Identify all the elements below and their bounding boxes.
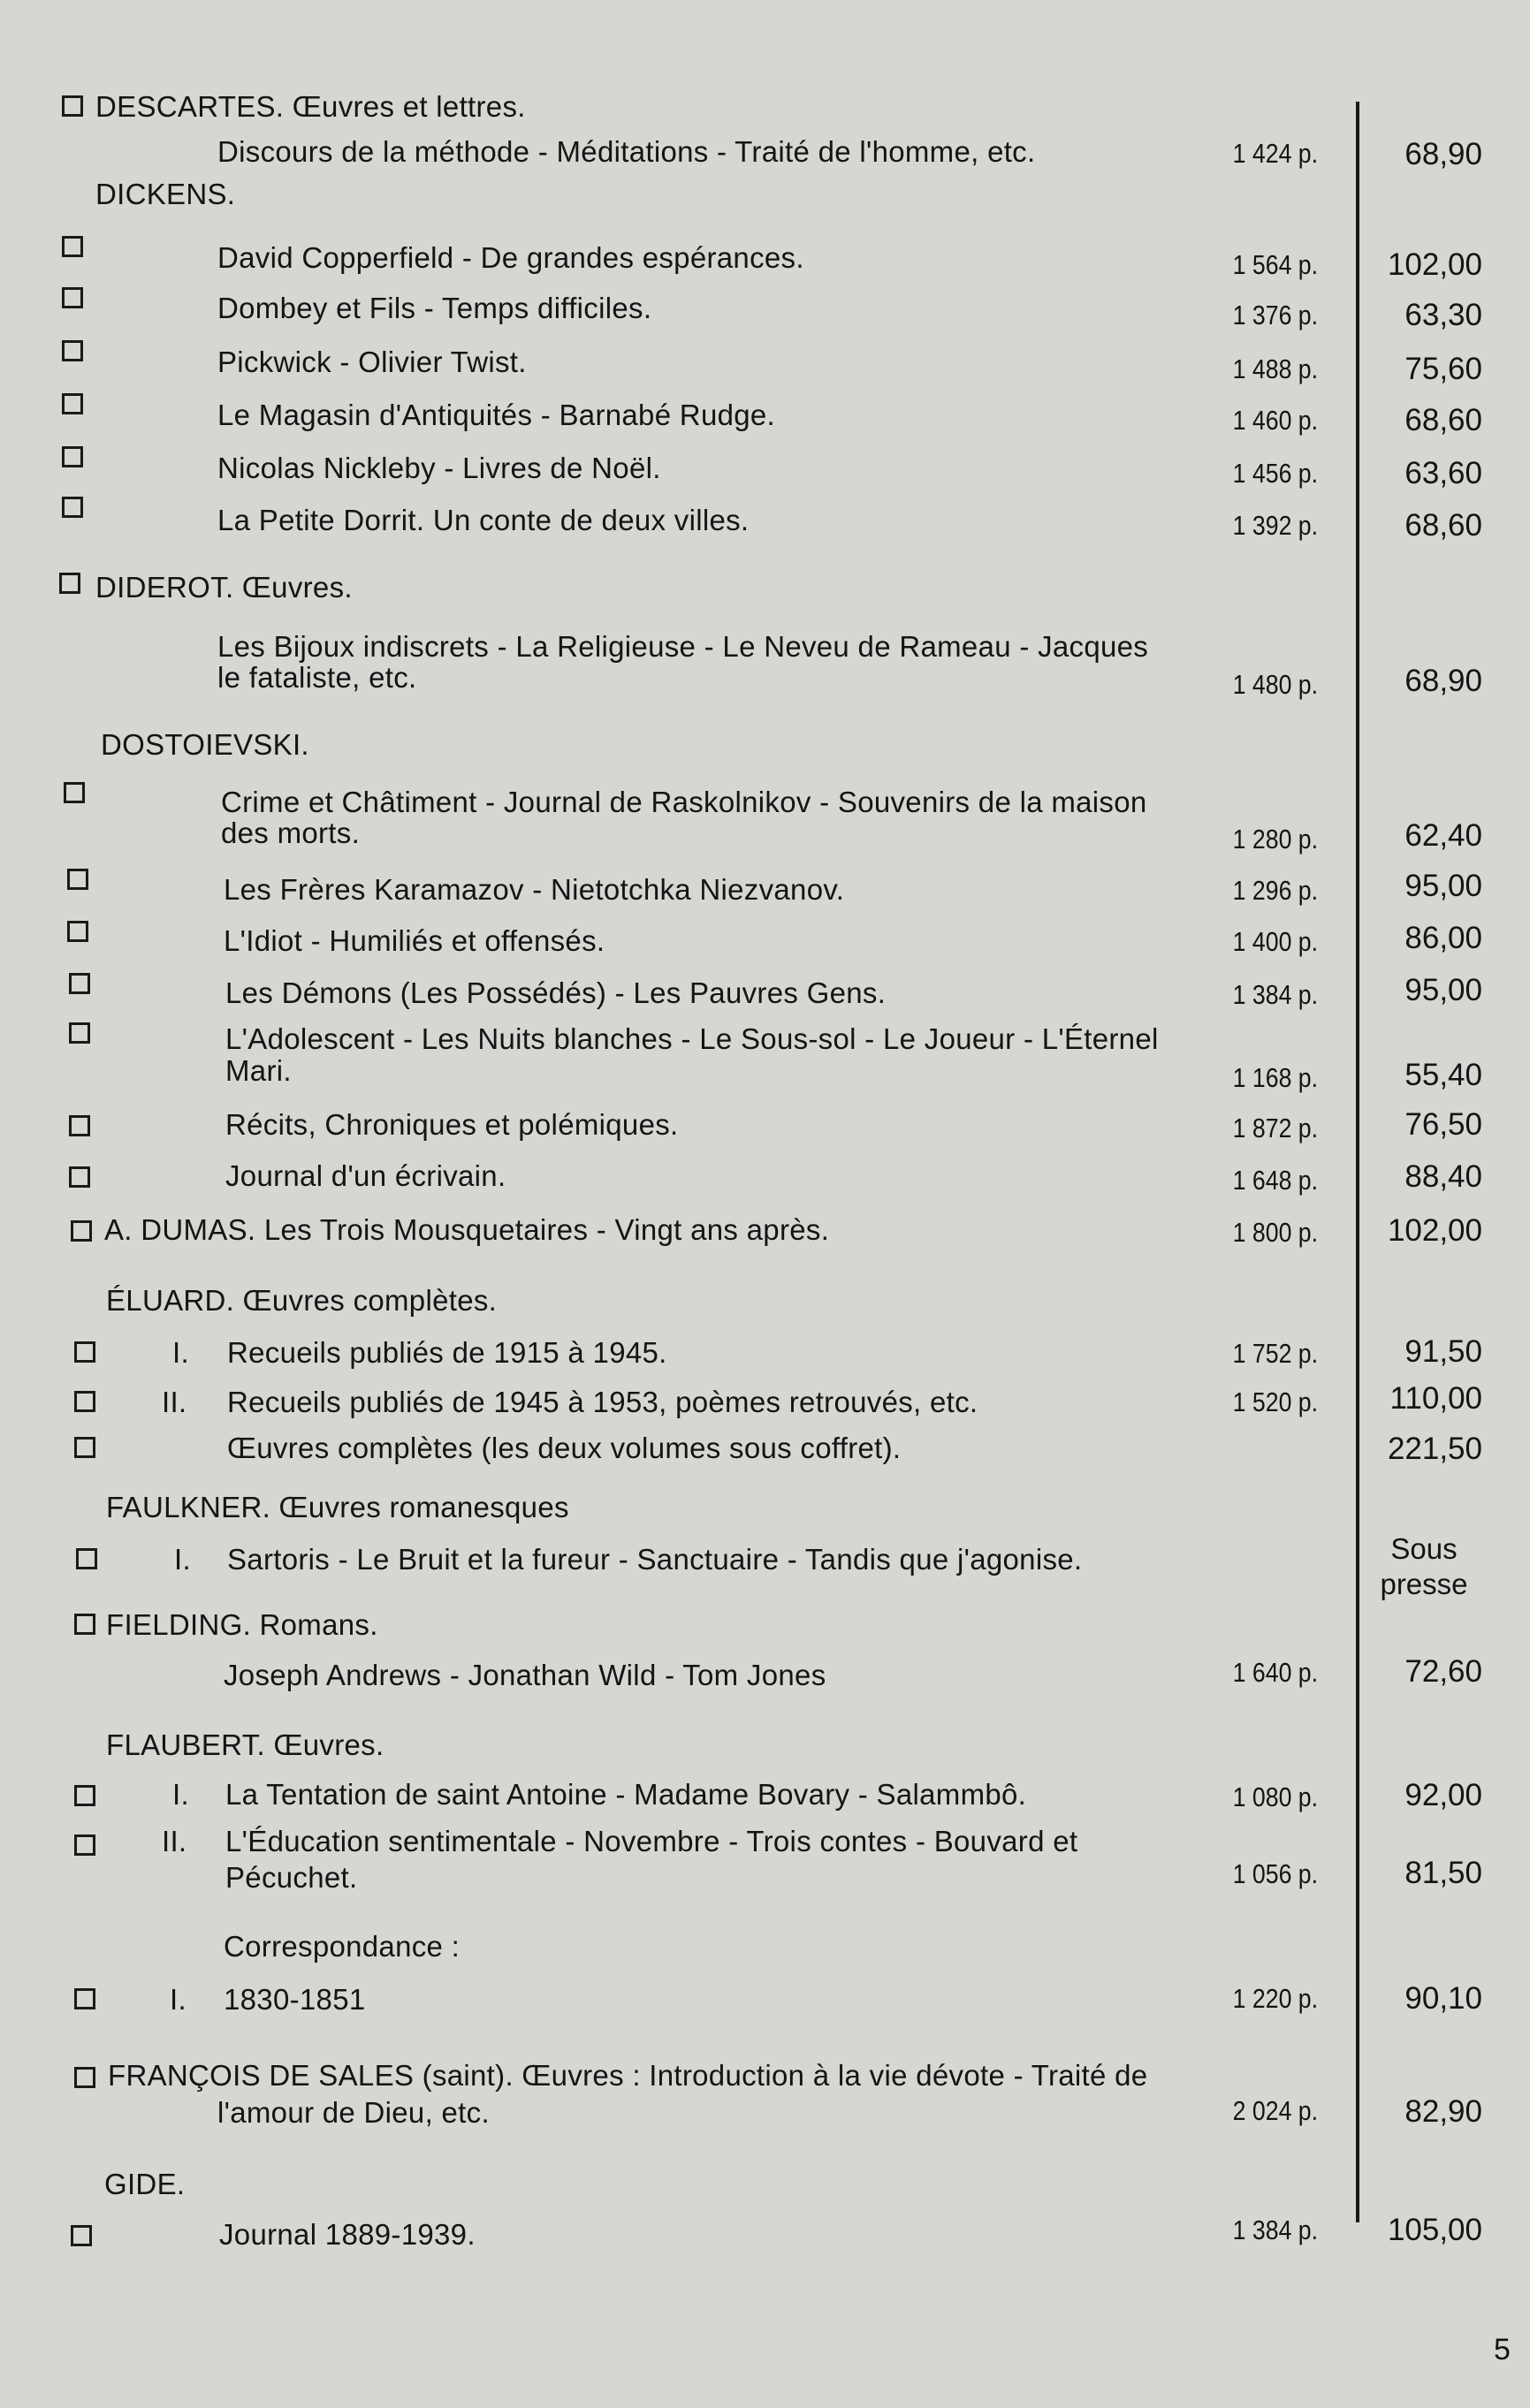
order-checkbox[interactable]: [74, 1437, 95, 1458]
price: 63,30: [1404, 298, 1482, 332]
title-text: L'Éducation sentimentale - Novembre - Trois contes - Bouvard et: [225, 1825, 1078, 1857]
page-count: 1 520 p.: [1232, 1386, 1318, 1417]
author-heading: FLAUBERT. Œuvres.: [106, 1728, 384, 1761]
page-count: 1 168 p.: [1232, 1062, 1318, 1093]
price: 68,90: [1404, 137, 1482, 171]
title-text: Recueils publiés de 1915 à 1945.: [227, 1336, 667, 1369]
title-text-continued: Pécuchet.: [225, 1861, 358, 1894]
order-checkbox[interactable]: [69, 1115, 90, 1136]
order-checkbox[interactable]: [67, 921, 88, 942]
order-checkbox[interactable]: [69, 1166, 90, 1188]
title-text: Crime et Châtiment - Journal de Raskolnikov - Souvenirs de la maison: [221, 786, 1147, 818]
order-checkbox[interactable]: [74, 1614, 95, 1635]
page-number: 5: [1494, 2333, 1511, 2366]
price: 95,00: [1404, 869, 1482, 903]
order-checkbox[interactable]: [74, 2067, 95, 2088]
page-count: 1 460 p.: [1232, 405, 1318, 436]
title-text: Récits, Chroniques et polémiques.: [225, 1108, 679, 1141]
title-text: Pickwick - Olivier Twist.: [217, 346, 527, 378]
order-checkbox[interactable]: [62, 497, 83, 518]
title-text: La Tentation de saint Antoine - Madame Bovary - Salammbô.: [225, 1778, 1027, 1811]
title-text: L'Idiot - Humiliés et offensés.: [224, 924, 605, 957]
title-text: Discours de la méthode - Méditations - Traité de l'homme, etc.: [217, 135, 1036, 168]
author-heading: DESCARTES. Œuvres et lettres.: [95, 90, 526, 123]
order-checkbox[interactable]: [62, 340, 83, 361]
price: 55,40: [1404, 1058, 1482, 1092]
order-checkbox[interactable]: [71, 2225, 92, 2246]
page-count: 1 564 p.: [1232, 249, 1318, 280]
order-checkbox[interactable]: [62, 287, 83, 308]
title-text: Les Démons (Les Possédés) - Les Pauvres Gens.: [225, 976, 887, 1009]
price: 88,40: [1404, 1159, 1482, 1194]
price: 102,00: [1387, 247, 1482, 282]
order-checkbox[interactable]: [59, 573, 80, 594]
page-count: 1 280 p.: [1232, 824, 1318, 855]
order-checkbox[interactable]: [64, 782, 85, 803]
title-text: Les Bijoux indiscrets - La Religieuse - Le Neveu de Rameau - Jacques: [217, 630, 1149, 663]
order-checkbox[interactable]: [74, 1341, 95, 1363]
page-count: 1 640 p.: [1232, 1657, 1318, 1688]
page-count: 1 384 p.: [1232, 979, 1318, 1010]
order-checkbox[interactable]: [67, 869, 88, 890]
title-text: Joseph Andrews - Jonathan Wild - Tom Jones: [224, 1659, 826, 1691]
author-heading: GIDE.: [104, 2168, 186, 2200]
price: 76,50: [1404, 1107, 1482, 1142]
price: 81,50: [1404, 1856, 1482, 1890]
price: 63,60: [1404, 456, 1482, 490]
price: 75,60: [1404, 352, 1482, 386]
price: 90,10: [1404, 1981, 1482, 2016]
author-heading: FRANÇOIS DE SALES (saint). Œuvres : Introduction à la vie dévote - Traité de: [108, 2059, 1148, 2092]
page-count: 1 376 p.: [1232, 300, 1318, 330]
page-count: 1 648 p.: [1232, 1165, 1318, 1196]
volume-number: I.: [170, 1983, 186, 2016]
page-count: 1 488 p.: [1232, 353, 1318, 384]
price: 95,00: [1404, 973, 1482, 1007]
price: 110,00: [1389, 1381, 1482, 1416]
title-text: Nicolas Nickleby - Livres de Noël.: [217, 452, 661, 484]
title-text-continued: des morts.: [221, 817, 361, 849]
page-count: 1 400 p.: [1232, 926, 1318, 957]
title-text: L'Adolescent - Les Nuits blanches - Le Sous-sol - Le Joueur - L'Éternel: [225, 1022, 1159, 1055]
title-text: Recueils publiés de 1945 à 1953, poèmes retrouvés, etc.: [227, 1386, 978, 1418]
price: 102,00: [1387, 1213, 1482, 1248]
volume-number: I.: [172, 1336, 189, 1369]
title-text: Journal 1889-1939.: [219, 2218, 476, 2251]
page-count: 1 056 p.: [1232, 1858, 1318, 1889]
title-text: Les Frères Karamazov - Nietotchka Niezvanov.: [224, 873, 845, 906]
price: 62,40: [1404, 818, 1482, 853]
title-text-continued: l'amour de Dieu, etc.: [217, 2096, 490, 2129]
page-count: 1 752 p.: [1232, 1338, 1318, 1369]
price: 68,90: [1404, 664, 1482, 698]
author-heading: A. DUMAS. Les Trois Mousquetaires - Vingt ans après.: [104, 1213, 830, 1246]
price-status: [1358, 1531, 1490, 1602]
price: 68,60: [1404, 508, 1482, 543]
title-text: Œuvres complètes (les deux volumes sous coffret).: [227, 1432, 902, 1464]
page-count: 1 080 p.: [1232, 1781, 1318, 1812]
author-heading: FIELDING. Romans.: [106, 1608, 378, 1641]
page-count: 2 024 p.: [1232, 2095, 1318, 2126]
order-checkbox[interactable]: [71, 1220, 92, 1242]
price-status-line1: Sous: [1390, 1532, 1458, 1565]
order-checkbox[interactable]: [74, 1391, 95, 1412]
title-text: 1830-1851: [224, 1983, 366, 2016]
subsection-heading: Correspondance :: [224, 1930, 461, 1963]
author-heading: DICKENS.: [95, 178, 236, 210]
volume-number: II.: [162, 1386, 187, 1418]
author-heading: ÉLUARD. Œuvres complètes.: [106, 1284, 498, 1317]
order-checkbox[interactable]: [69, 1022, 90, 1044]
price: 68,60: [1404, 403, 1482, 437]
author-heading: DOSTOIEVSKI.: [101, 728, 309, 761]
author-heading: FAULKNER. Œuvres romanesques: [106, 1491, 569, 1523]
volume-number: I.: [174, 1543, 191, 1576]
page-count: 1 424 p.: [1232, 138, 1318, 169]
price: 86,00: [1404, 921, 1482, 955]
title-text: Journal d'un écrivain.: [225, 1159, 506, 1192]
order-checkbox[interactable]: [62, 446, 83, 467]
page-count: 1 800 p.: [1232, 1217, 1318, 1248]
author-heading: DIDEROT. Œuvres.: [95, 571, 353, 604]
volume-number: I.: [172, 1778, 189, 1811]
page-count: 1 220 p.: [1232, 1983, 1318, 2014]
order-checkbox[interactable]: [76, 1548, 97, 1569]
title-text-continued: le fataliste, etc.: [217, 661, 417, 694]
volume-number: II.: [162, 1825, 187, 1857]
order-checkbox[interactable]: [62, 95, 83, 117]
page-count: 1 384 p.: [1232, 2214, 1318, 2245]
page-count: 1 296 p.: [1232, 875, 1318, 906]
price: 105,00: [1387, 2213, 1482, 2247]
title-text: La Petite Dorrit. Un conte de deux villes.: [217, 504, 750, 536]
page-count: 1 872 p.: [1232, 1113, 1318, 1143]
price: 72,60: [1404, 1654, 1482, 1689]
title-text-continued: Mari.: [225, 1054, 292, 1087]
order-checkbox[interactable]: [74, 1988, 95, 2009]
page-count: 1 480 p.: [1232, 669, 1318, 700]
order-checkbox[interactable]: [74, 1785, 95, 1806]
price: 91,50: [1404, 1334, 1482, 1369]
title-text: David Copperfield - De grandes espérances.: [217, 241, 804, 274]
order-checkbox[interactable]: [69, 973, 90, 994]
order-checkbox[interactable]: [62, 393, 83, 414]
page-count: 1 456 p.: [1232, 458, 1318, 489]
price: 92,00: [1404, 1778, 1482, 1812]
order-checkbox[interactable]: [74, 1834, 95, 1856]
title-text: Sartoris - Le Bruit et la fureur - Sanctuaire - Tandis que j'agonise.: [227, 1543, 1083, 1576]
page-count: 1 392 p.: [1232, 510, 1318, 541]
price-status-line2: presse: [1380, 1568, 1468, 1600]
order-checkbox[interactable]: [62, 236, 83, 257]
title-text: Dombey et Fils - Temps difficiles.: [217, 292, 652, 324]
price: 221,50: [1387, 1432, 1482, 1466]
title-text: Le Magasin d'Antiquités - Barnabé Rudge.: [217, 399, 776, 431]
price: 82,90: [1404, 2094, 1482, 2129]
